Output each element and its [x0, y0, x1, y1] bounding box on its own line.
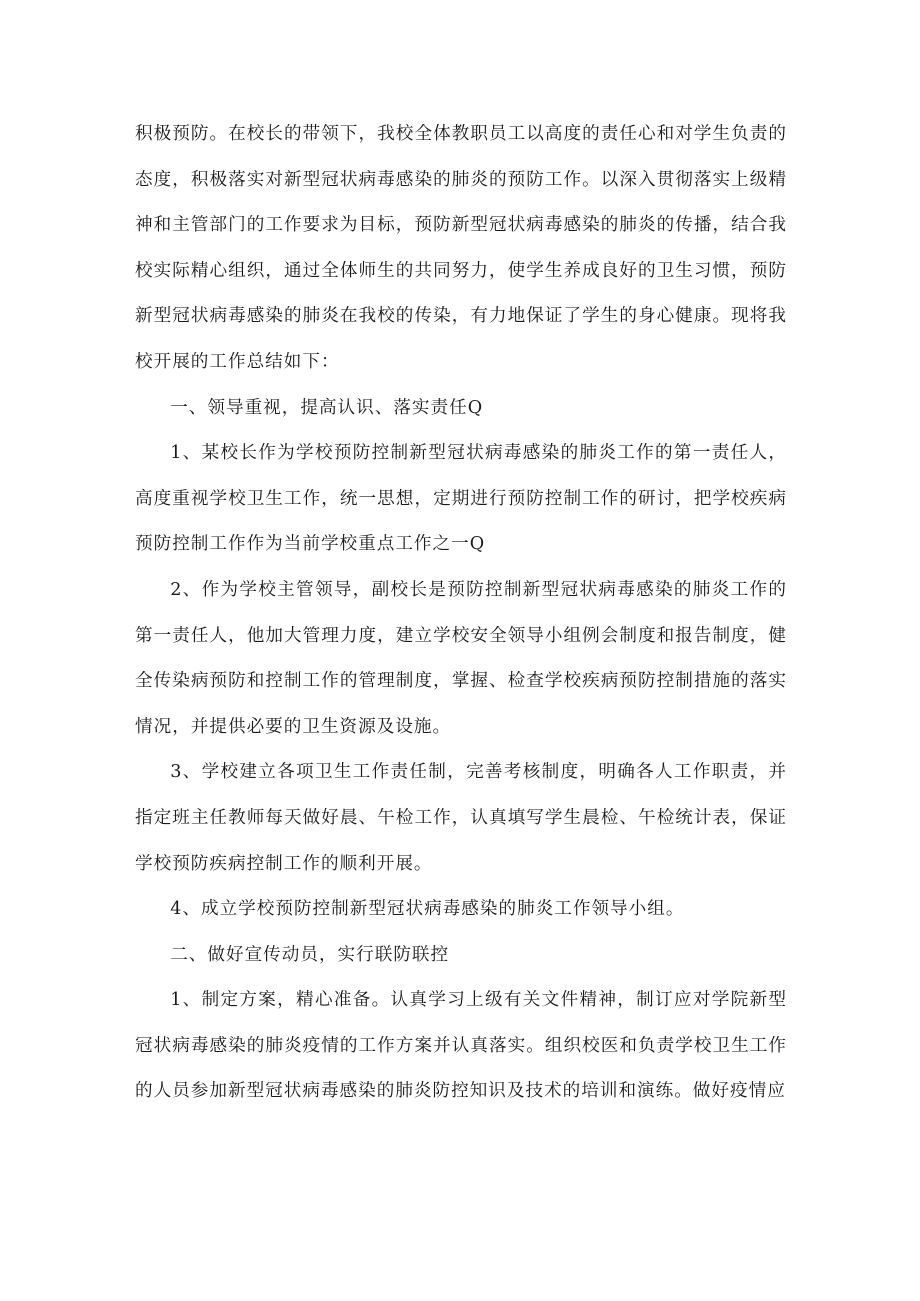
section-1-heading: 一、领导重视，提高认识、落实责任Q: [170, 397, 484, 418]
section-1-item-3: 3、学校建立各项卫生工作责任制，完善考核制度，明确各人工作职责，并指定班主任教师每天做好晨、午检工作，认真填写学生晨检、午检统计表，保证学校预防疾病控制工作的顺利开展。: [135, 762, 787, 874]
section-1-item-1: 1、某校长作为学校预防控制新型冠状病毒感染的肺炎工作的第一责任人，高度重视学校卫生工作，统一思想，定期进行预防控制工作的研讨，把学校疾病预防控制工作作为当前学校重点工作之一Q: [135, 443, 787, 555]
section-2-heading: 二、做好宣传动员，实行联防联控: [170, 944, 450, 965]
section-2-item-1: 1、制定方案，精心准备。认真学习上级有关文件精神，制订应对学院新型冠状病毒感染的肺炎疫情的工作方案并认真落实。组织校医和负责学校卫生工作的人员参加新型冠状病毒感染的肺炎防控知识及技术的培训和演练。做好疫情应: [135, 990, 787, 1102]
section-1-item-4: 4、成立学校预防控制新型冠状病毒感染的肺炎工作领导小组。: [170, 899, 685, 920]
section-1-item-2: 2、作为学校主管领导，副校长是预防控制新型冠状病毒感染的肺炎工作的第一责任人，他加大管理力度，建立学校安全领导小组例会制度和报告制度，健全传染病预防和控制工作的管理制度，掌握、检查学校疾病预防控制措施的落实情况，并提供必要的卫生资源及设施。: [135, 579, 787, 737]
document-page: [135, 112, 787, 1115]
intro-paragraph: 积极预防。在校长的带领下，我校全体教职员工以高度的责任心和对学生负责的态度，积极落实对新型冠状病毒感染的肺炎的预防工作。以深入贯彻落实上级精神和主管部门的工作要求为目标，预防新型冠状病毒感染的肺炎的传播，结合我校实际精心组织，通过全体师生的共同努力，使学生养成良好的卫生习惯，预防新型冠状病毒感染的肺炎在我校的传染，有力地保证了学生的身心健康。现将我校开展的工作总结如下：: [135, 124, 787, 372]
